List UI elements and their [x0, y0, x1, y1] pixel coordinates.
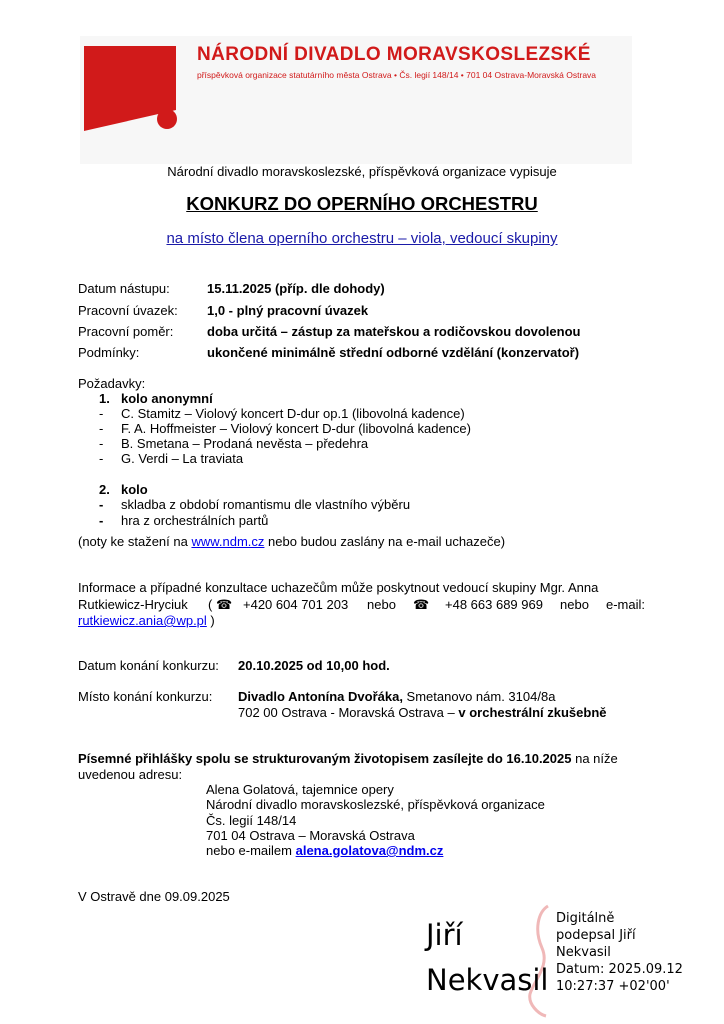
signature-text-line: Datum: 2025.09.12	[556, 962, 683, 977]
detail-label: Pracovní úvazek:	[78, 303, 178, 318]
detail-value: 1,0 - plný pracovní úvazek	[207, 303, 369, 318]
address-line: Alena Golatová, tajemnice opery	[206, 782, 394, 797]
contact-name: Rutkiewicz-Hryciuk	[78, 597, 188, 612]
bullet-dash: -	[99, 406, 104, 421]
round2-title: kolo	[121, 482, 148, 497]
ndm-website-link[interactable]: www.ndm.cz	[191, 534, 265, 549]
signature-text-line: Digitálně	[556, 911, 615, 926]
ndm-logo-icon	[84, 46, 184, 136]
note-text: nebo budou zaslány na e-mail uchazeče)	[264, 534, 506, 549]
list-item-text: hra z orchestrálních partů	[121, 513, 269, 528]
sheet-music-note	[78, 534, 505, 549]
detail-value: ukončené minimálně střední odborné vzdělání (konzervatoř)	[207, 345, 580, 360]
intro-line: Národní divadlo moravskoslezské, příspěvková organizace vypisuje	[167, 164, 557, 179]
signature-text	[556, 910, 683, 995]
note-text: (noty ke stažení na	[78, 534, 192, 549]
application-line2: uvedenou adresu:	[78, 767, 183, 782]
email-label: e-mail:	[606, 597, 646, 612]
list-item-text: C. Stamitz – Violový koncert D-dur op.1 (libovolná kadence)	[121, 406, 465, 421]
application-line1	[78, 751, 618, 766]
venue-name: Divadlo Antonína Dvořáka,	[238, 689, 403, 704]
address-line: Čs. legií 148/14	[206, 813, 297, 828]
detail-value: doba určitá – zástup za mateřskou a rodičovskou dovolenou	[207, 324, 581, 339]
round1-number: 1.	[99, 391, 110, 406]
bullet-dash: -	[99, 436, 104, 451]
place-date: V Ostravě dne 09.09.2025	[78, 889, 230, 904]
detail-label: Pracovní poměr:	[78, 324, 174, 339]
bullet-dash: -	[99, 451, 104, 466]
venue-room: v orchestrální zkušebně	[458, 705, 607, 720]
phone-number: +420 604 701 203	[243, 597, 349, 612]
round1-title: kolo anonymní	[121, 391, 213, 406]
detail-label: Datum nástupu:	[78, 281, 170, 296]
signature-name-line2: Nekvasil	[426, 963, 549, 997]
org-subline: příspěvková organizace statutárního města Ostrava • Čs. legií 148/14 • 701 04 Ostrava-Moravská Ostrava	[197, 70, 597, 80]
address-email-line	[206, 843, 443, 858]
requirements-heading: Požadavky:	[78, 376, 146, 391]
contact-line3	[78, 613, 215, 628]
bullet-dash: -	[99, 497, 104, 512]
venue-address: Smetanovo nám. 3104/8a	[402, 689, 556, 704]
list-item-text: F. A. Hoffmeister – Violový koncert D-dur (libovolná kadence)	[121, 421, 471, 436]
phone-icon: ☎	[413, 597, 430, 612]
paren-close: )	[206, 613, 215, 628]
list-item-text: skladba z období romantismu dle vlastního výběru	[121, 497, 411, 512]
list-item-text: G. Verdi – La traviata	[121, 451, 244, 466]
contact-line2	[78, 597, 188, 612]
audition-place-label: Místo konání konkurzu:	[78, 689, 213, 704]
round2-number: 2.	[99, 482, 110, 497]
application-deadline: Písemné přihlášky spolu se strukturovaným životopisem zasílejte do 16.10.2025	[78, 751, 572, 766]
or-text: nebo	[560, 597, 589, 612]
application-email-link[interactable]: alena.golatova@ndm.cz	[295, 843, 444, 858]
signature-name-line1: Jiří	[426, 918, 463, 952]
audition-date-value: 20.10.2025 od 10,00 hod.	[238, 658, 390, 673]
signature-watermark-icon	[520, 902, 560, 1020]
audition-place-line1	[238, 689, 555, 704]
address-line: Národní divadlo moravskoslezské, příspěvková organizace	[206, 797, 545, 812]
contact-line1: Informace a případné konzultace uchazečům může poskytnout vedoucí skupiny Mgr. Anna	[78, 580, 599, 595]
signature-text-line: podepsal Jiří	[556, 928, 636, 943]
audition-place-line2	[238, 705, 607, 720]
email-prefix: nebo e-mailem	[206, 843, 296, 858]
page-subtitle: na místo člena operního orchestru – viola, vedoucí skupiny	[166, 230, 558, 247]
application-tail: na níže	[571, 751, 618, 766]
signature-text-line: Nekvasil	[556, 945, 611, 960]
phone-icon: ☎	[216, 597, 233, 612]
bullet-dash: -	[99, 421, 104, 436]
list-item-text: B. Smetana – Prodaná nevěsta – předehra	[121, 436, 369, 451]
detail-label: Podmínky:	[78, 345, 140, 360]
or-text: nebo	[367, 597, 396, 612]
signature-text-line: 10:27:37 +02'00'	[556, 979, 670, 994]
address-line: 701 04 Ostrava – Moravská Ostrava	[206, 828, 415, 843]
page-title: KONKURZ DO OPERNÍHO ORCHESTRU	[186, 193, 538, 214]
audition-date-label: Datum konání konkurzu:	[78, 658, 219, 673]
venue-city: 702 00 Ostrava - Moravská Ostrava –	[238, 705, 459, 720]
detail-value: 15.11.2025 (příp. dle dohody)	[207, 281, 385, 296]
contact-email-link[interactable]: rutkiewicz.ania@wp.pl	[78, 613, 207, 628]
bullet-dash: -	[99, 513, 104, 528]
org-name: NÁRODNÍ DIVADLO MORAVSKOSLEZSKÉ	[197, 44, 591, 65]
phone-number: +48 663 689 969	[445, 597, 543, 612]
paren-open: (	[208, 597, 213, 612]
